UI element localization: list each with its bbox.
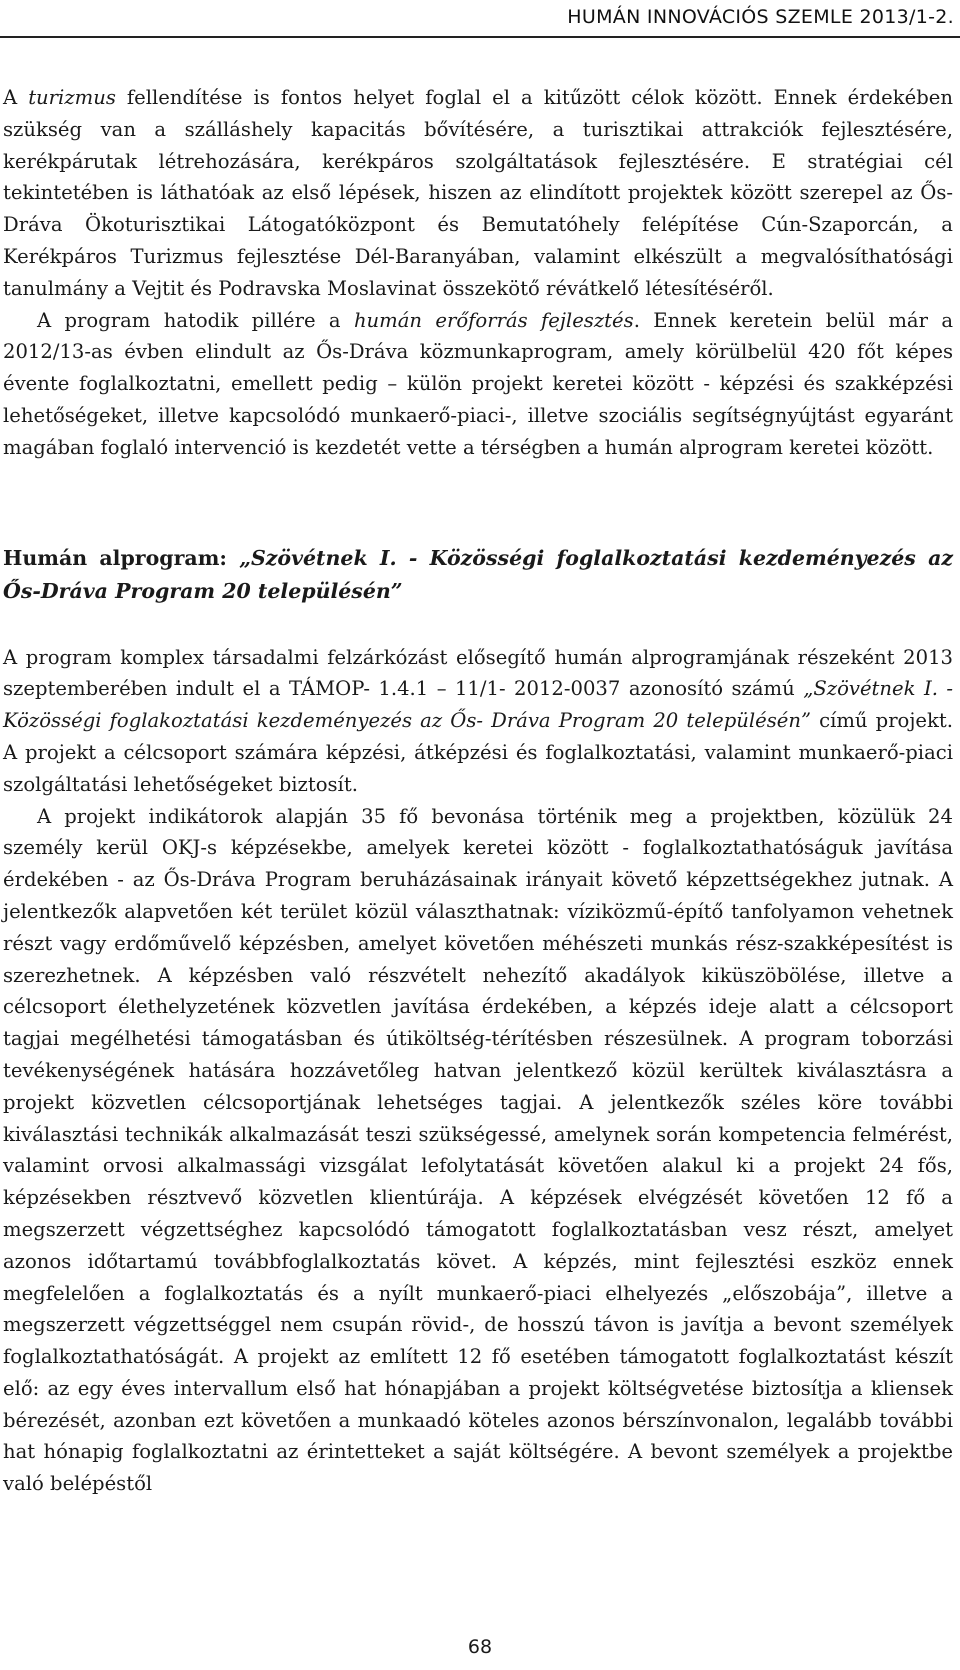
text-run: című projekt. A projekt a célcsoport számára képzési, átképzési és foglalkoztatási, valamint munkaerő-piaci szolgáltatási lehetőségeket biztosít. xyxy=(3,709,954,796)
paragraph-human-resources xyxy=(3,305,953,464)
text-run: A program hatodik pillére a xyxy=(37,308,354,332)
paragraph-indicators: A projekt indikátorok alapján 35 fő bevonása történik meg a projektben, közülük 24 személy kerül OKJ-s képzésekbe, amelyek keretei között - foglalkoztathatóságuk javítása érdekében - az Ős-Dráva Program beruházásainak irányait követő képzettségekhez jutnak. A jelentkezők alapvetően két terület közül választhatnak: víziközmű-építő tanfolyamon vehetnek részt vagy erdőművelő képzésben, amelyet követően méhészeti munkás rész-szakképesítést is szerezhetnek. A képzésben való részvételt nehezítő akadályok kiküszöbölése, illetve a célcsoport élethelyzetének közvetlen javítása érdekében, a képzés ideje alatt a célcsoport tagjai megélhetési támogatásban és útiköltség-térítésben részesülnek. A program toborzási tevékenységének hatására hozzávetőleg hatvan jelentkező közül kerültek kiválasztásra a projekt közvetlen célcsoportjának lehetséges tagjai. A jelentkezők széles köre további kiválasztási technikák alkalmazását teszi szükségessé, amelynek során kompetencia felmérést, valamint orvosi alkalmassági vizsgálat lefolytatását követően alakul ki a projekt 24 fős, képzésekben résztvevő közvetlen klientúrája. A képzések elvégzését követően 12 fő a megszerzett végzettséghez kapcsolódó támogatott foglalkoztatásban vesz részt, amelyet azonos időtartamú továbbfoglalkoztatás követ. A képzés, mint fejlesztési eszköz ennek megfelelően a foglalkoztatás és a nyílt munkaerő-piaci elhelyezés „előszobája”, illetve a megszerzett végzettséggel nem csupán rövid-, de hosszú távon is javítja a bevont személyek foglalkoztathatóságát. A projekt az említett 12 fő esetében támogatott foglalkoztatást készít elő: az egy éves intervallum első hat hónapjában a projekt költségvetése biztosítja a kliensek bérezését, azonban ezt követően a munkaadó köteles azonos bérszínvonalon, legalább további hat hónapig foglalkoztatni az érintetteket a saját költségére. A bevont személyek a projektbe való belépéstől xyxy=(3,804,953,1496)
emphasis-run: „Szövétnek I. - Közösségi foglakoztatási kezdeményezés az Ős- Dráva Program 20 településén” xyxy=(3,677,953,733)
spacer xyxy=(3,608,953,642)
paragraph-tourism xyxy=(3,82,953,305)
emphasis-run: turizmus xyxy=(28,86,116,109)
heading-text: Humán alprogram: xyxy=(3,545,240,570)
page-number: 68 xyxy=(467,1636,493,1658)
emphasis-run: humán erőforrás fejlesztés xyxy=(353,308,634,332)
text-run: fellendítése is fontos helyet foglal el a kitűzött célok között. Ennek érdekében szükség van a szálláshely kapacitás bővítésére, a turisztikai attrakciók fejlesztésére, kerékpárutak létrehozására, kerékpáros szolgáltatások fejlesztésére. E stratégiai cél tekintetében is láthatóak az első lépések, hiszen az elindított projektek között szerepel az Ős-Dráva Ökoturisztikai Látogatóközpont és Bemutatóhely felépítése Cún-Szaporcán, a Kerékpáros Turizmus fejlesztése Dél-Baranyában, valamint elkészült a megvalósíthatósági tanulmány a Vejtit és Podravska Moslavinat összekötő révátkelő létesítéséről. xyxy=(3,86,953,300)
document-body xyxy=(3,82,953,1500)
header-rule xyxy=(0,36,960,38)
text-run: A program komplex társadalmi felzárkózást elősegítő humán alprogramjának részeként 2013 szeptemberében indult el a TÁMOP- 1.4.1 – 11/1- 2012-0037 azonosító számú xyxy=(3,645,953,701)
section-heading xyxy=(3,542,953,608)
spacer xyxy=(3,464,953,542)
running-header: HUMÁN INNOVÁCIÓS SZEMLE 2013/1-2. xyxy=(567,6,954,28)
paragraph-program-intro xyxy=(3,642,953,801)
text-run: . Ennek keretein belül már a 2012/13-as évben elindult az Ős-Dráva közmunkaprogram, amely körülbelül 420 főt képes évente foglalkoztatni, emellett pedig – külön projekt keretei között - képzési és szakképzési lehetőségeket, illetve kapcsolódó munkaerő-piaci-, illetve szociális segítségnyújtást egyaránt magában foglaló intervenció is kezdetét vette a térségben a humán alprogram keretei között. xyxy=(3,308,954,459)
text-run: A xyxy=(3,86,29,109)
heading-title-italic: „Szövétnek I. - Közösségi foglalkoztatási kezdeményezés az Ős-Dráva Program 20 településén” xyxy=(3,545,953,603)
